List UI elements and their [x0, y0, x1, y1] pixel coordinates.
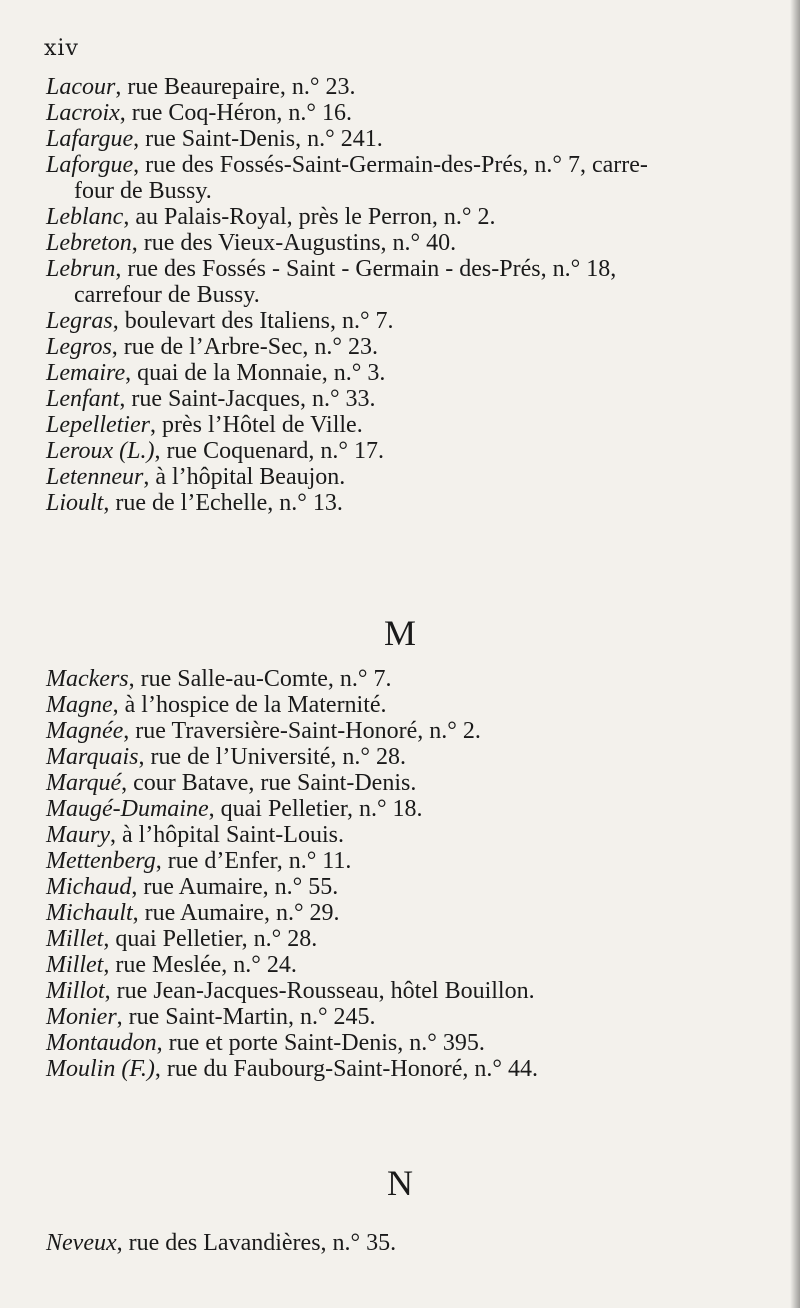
- entry-name: Maugé-Dumaine: [46, 796, 209, 822]
- entry-address: , rue Salle-au-Comte, n.° 7.: [128, 666, 392, 692]
- entry-address: , à l’hospice de la Maternité.: [112, 692, 387, 718]
- entry-name: Lenfant: [46, 386, 120, 412]
- entry-address: , rue des Lavandières, n.° 35.: [116, 1230, 397, 1256]
- directory-entry: [46, 848, 786, 874]
- entry-name: Marquais: [46, 744, 139, 770]
- entry-address: , rue d’Enfer, n.° 11.: [155, 848, 352, 874]
- entry-name: Michault: [46, 900, 133, 926]
- section-m-entries: [46, 666, 786, 1082]
- entry-address: , boulevart des Italiens, n.° 7.: [112, 308, 394, 334]
- directory-entry: [46, 822, 786, 848]
- directory-entry: [46, 952, 786, 978]
- entry-address: , rue de l’Echelle, n.° 13.: [103, 490, 343, 516]
- directory-entry: [46, 1230, 786, 1256]
- entry-name: Lafargue: [46, 126, 134, 152]
- directory-entry: [46, 926, 786, 952]
- entry-address: , rue Jean-Jacques-Rousseau, hôtel Bouillon.: [104, 978, 535, 1004]
- entry-address: , cour Batave, rue Saint-Denis.: [121, 770, 417, 796]
- entry-address: , au Palais-Royal, près le Perron, n.° 2.: [123, 204, 496, 230]
- entry-name: Montaudon: [46, 1030, 157, 1056]
- entry-address: , rue des Vieux-Augustins, n.° 40.: [131, 230, 457, 256]
- entry-name: Magne: [46, 692, 113, 718]
- entry-address: , rue Saint-Jacques, n.° 33.: [119, 386, 376, 412]
- entry-name: Lebrun: [46, 256, 116, 282]
- entry-name: Monier: [46, 1004, 117, 1030]
- entry-address: , rue Coquenard, n.° 17.: [154, 438, 384, 464]
- entry-address: , rue Coq-Héron, n.° 16.: [119, 100, 352, 126]
- entry-name: Lacroix: [46, 100, 120, 126]
- directory-entry: [46, 438, 786, 464]
- directory-entry: [46, 334, 786, 360]
- entry-name: Mackers: [46, 666, 129, 692]
- entry-address: , rue du Faubourg-Saint-Honoré, n.° 44.: [154, 1056, 538, 1082]
- section-l-entries: [46, 74, 786, 516]
- entry-name: Legros: [46, 334, 112, 360]
- entry-address: , rue Aumaire, n.° 29.: [132, 900, 340, 926]
- entry-name: Marqué: [46, 770, 122, 796]
- directory-entry: [46, 744, 786, 770]
- directory-entry: [46, 1030, 786, 1056]
- entry-name: Lemaire: [46, 360, 126, 386]
- directory-entry: [46, 464, 786, 490]
- entry-name: Lacour: [46, 74, 116, 100]
- entry-address: , rue Saint-Denis, n.° 241.: [133, 126, 383, 152]
- page-edge-shadow: [790, 0, 800, 1308]
- directory-entry: [46, 692, 786, 718]
- section-n-entries: [46, 1230, 786, 1256]
- entry-address: , rue des Fossés - Saint - Germain - des-Prés, n.° 18,: [115, 256, 617, 282]
- directory-entry: [46, 126, 786, 152]
- entry-name: Lepelletier: [46, 412, 150, 438]
- entry-address: , rue Meslée, n.° 24.: [103, 952, 297, 978]
- entry-name: Maury: [46, 822, 110, 848]
- entry-name: Michaud: [46, 874, 132, 900]
- entry-address: , à l’hôpital Beaujon.: [143, 464, 346, 490]
- entry-address: , rue Saint-Martin, n.° 245.: [116, 1004, 376, 1030]
- entry-address: , près l’Hôtel de Ville.: [149, 412, 363, 438]
- entry-address-continuation: carrefour de Bussy.: [74, 282, 260, 308]
- entry-address: , rue Beaurepaire, n.° 23.: [115, 74, 356, 100]
- page-number: xiv: [44, 36, 79, 61]
- directory-entry: [46, 412, 786, 438]
- entry-address: , rue Traversière-Saint-Honoré, n.° 2.: [123, 718, 481, 744]
- directory-entry: [46, 230, 786, 256]
- entry-address: , rue de l’Université, n.° 28.: [138, 744, 406, 770]
- entry-name: Millet: [46, 926, 104, 952]
- entry-name: Neveux: [46, 1230, 117, 1256]
- entry-address: , quai de la Monnaie, n.° 3.: [125, 360, 386, 386]
- directory-entry: [46, 796, 786, 822]
- directory-entry: [46, 152, 786, 178]
- directory-entry: [46, 900, 786, 926]
- directory-entry: [46, 256, 786, 282]
- entry-name: Letenneur: [46, 464, 144, 490]
- entry-name: Lebreton: [46, 230, 132, 256]
- directory-entry: [46, 1004, 786, 1030]
- directory-entry: [46, 386, 786, 412]
- entry-name: Mettenberg: [46, 848, 156, 874]
- section-heading-n: N: [387, 1163, 413, 1203]
- directory-entry: [46, 666, 786, 692]
- entry-address: , à l’hôpital Saint-Louis.: [109, 822, 344, 848]
- entry-address: , rue et porte Saint-Denis, n.° 395.: [156, 1030, 485, 1056]
- entry-name: Legras: [46, 308, 113, 334]
- entry-name: Laforgue: [46, 152, 134, 178]
- entry-address: , quai Pelletier, n.° 18.: [208, 796, 423, 822]
- entry-name: Millet: [46, 952, 104, 978]
- entry-name: Moulin (F.): [46, 1056, 155, 1082]
- entry-name: Leroux (L.): [46, 438, 155, 464]
- entry-address: , quai Pelletier, n.° 28.: [103, 926, 318, 952]
- section-heading-m: M: [383, 613, 416, 653]
- entry-address: , rue des Fossés-Saint-Germain-des-Prés, n.° 7, carre-: [133, 152, 648, 178]
- directory-entry: [46, 718, 786, 744]
- entry-name: Magnée: [46, 718, 124, 744]
- directory-entry: [46, 100, 786, 126]
- entry-address: , rue Aumaire, n.° 55.: [131, 874, 339, 900]
- directory-entry: [46, 770, 786, 796]
- entry-name: Lioult: [46, 490, 104, 516]
- directory-entry: [46, 308, 786, 334]
- entry-address-continuation: four de Bussy.: [74, 178, 212, 204]
- directory-entry: [46, 1056, 786, 1082]
- entry-name: Millot: [46, 978, 105, 1004]
- entry-address: , rue de l’Arbre-Sec, n.° 23.: [111, 334, 378, 360]
- directory-entry: [46, 874, 786, 900]
- directory-entry: [46, 360, 786, 386]
- directory-entry: [46, 490, 786, 516]
- directory-entry: [46, 204, 786, 230]
- entry-name: Leblanc: [46, 204, 124, 230]
- directory-entry: [46, 978, 786, 1004]
- directory-entry: [46, 74, 786, 100]
